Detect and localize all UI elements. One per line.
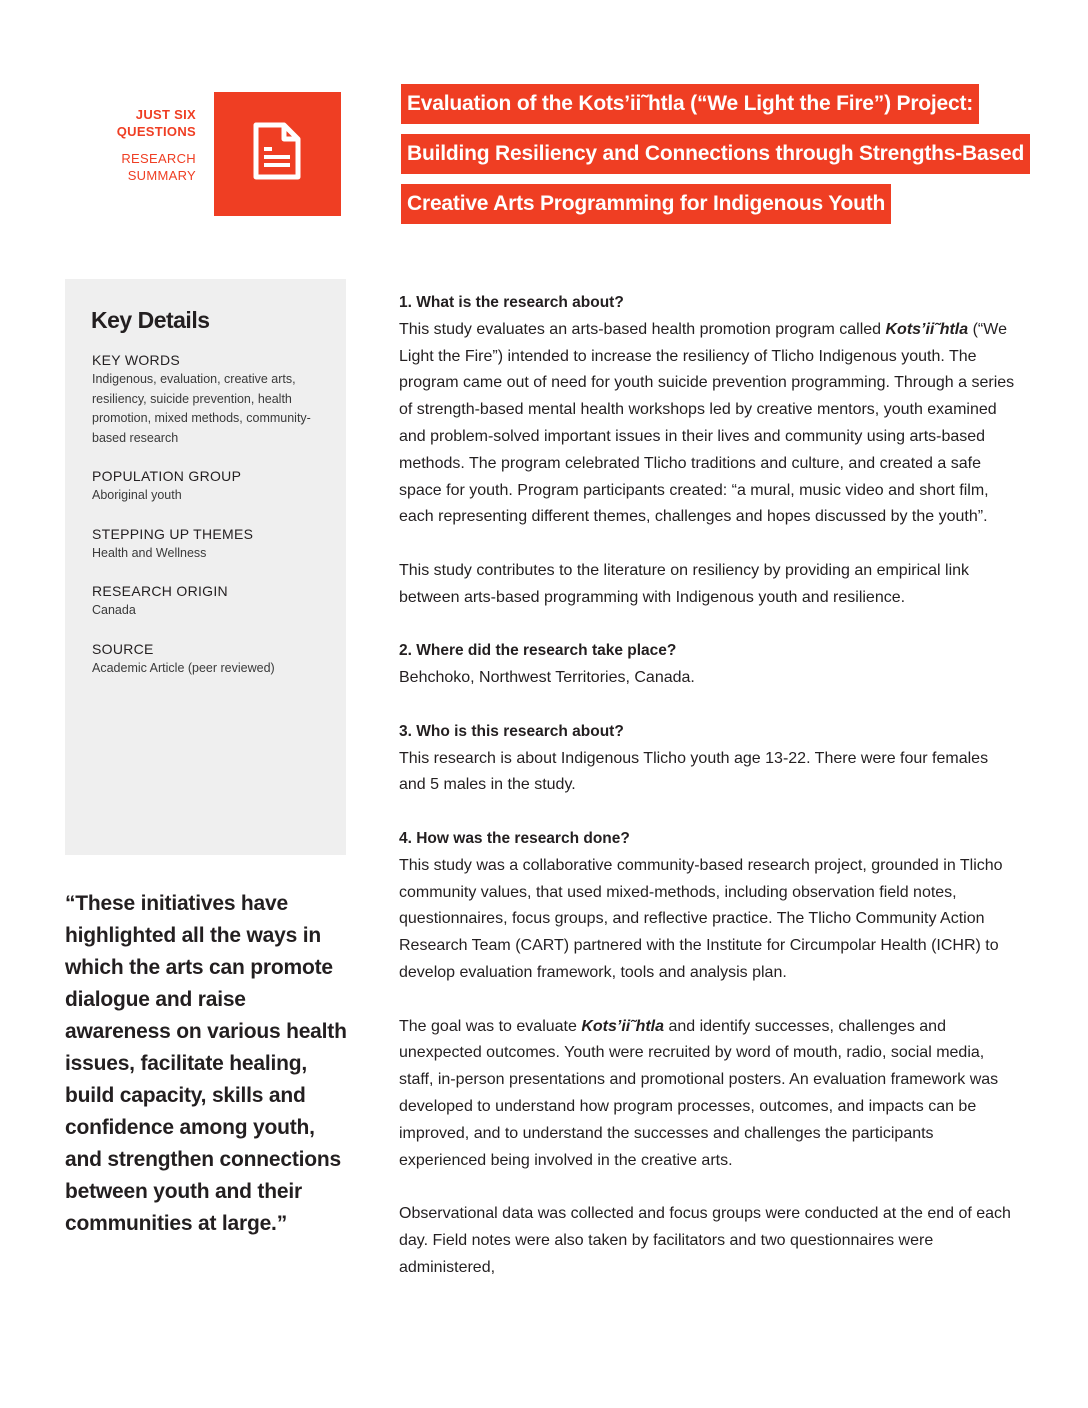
text-run: and identify successes, challenges and unexpected outcomes. Youth were recruited by word of mouth, radio, social media, staff, in-person presentations and promotional posters. An evaluation framework was developed to understand how program processes, outcomes, and impacts can be improved, and to understand the successes and challenges the participants experienced being involved in the creative arts. bbox=[399, 1017, 999, 1169]
text-run: (“We Light the Fire”) intended to increase the resiliency of Tlicho Indigenous youth. The program came out of need for youth suicide prevention programming. Through a series of strength-based mental health workshops led by creative mentors, youth examined and problem-solved important issues in their lives and community using arts-based methods. The program celebrated Tlicho traditions and culture, and created a safe space for youth. Program participants created: “a mural, music video and short film, each representing different themes, challenges and hopes discussed by the youth”. bbox=[399, 320, 1015, 526]
themes-value: Health and Wellness bbox=[92, 545, 207, 560]
population-group-label: POPULATION GROUP bbox=[92, 468, 242, 484]
key-words-label: KEY WORDS bbox=[92, 352, 181, 368]
question-1-heading: 1. What is the research about? bbox=[399, 294, 624, 311]
title-line-2: Building Resiliency and Connections through Strengths-Based bbox=[401, 134, 1030, 174]
question-4-paragraph-1: This study was a collaborative community-based research project, grounded in Tlicho community values, that used mixed-methods, including observation field notes, questionnaires, focus groups, and reflective practice. The Tlicho Community Action Research Team (CART) partnered with the Institute for Circumpolar Health (ICHR) to develop evaluation framework, tools and analysis plan. bbox=[399, 856, 1003, 981]
title-line-3: Creative Arts Programming for Indigenous Youth bbox=[401, 184, 891, 224]
themes-label: STEPPING UP THEMES bbox=[92, 525, 254, 542]
program-name: Kots’ii˜htla bbox=[581, 1017, 665, 1035]
document-title bbox=[401, 84, 1041, 234]
source-section bbox=[92, 639, 332, 679]
question-4-heading: 4. How was the research done? bbox=[399, 829, 630, 847]
document-badge bbox=[214, 92, 341, 216]
source-label: SOURCE bbox=[92, 640, 154, 657]
question-3-heading: 3. Who is this research about? bbox=[399, 722, 624, 740]
key-words-section bbox=[92, 350, 332, 448]
research-origin-section bbox=[92, 581, 332, 621]
title-line-1: Evaluation of the Kots’ii˜htla (“We Light the Fire”) Project: bbox=[401, 84, 979, 124]
brand-type-line2: SUMMARY bbox=[127, 168, 196, 183]
population-group-section bbox=[92, 466, 332, 506]
program-name: Kots’ii˜htla bbox=[885, 320, 969, 338]
brand-series-line2: QUESTIONS bbox=[116, 124, 196, 139]
brand-type-line1: RESEARCH bbox=[121, 151, 196, 166]
population-group-value: Aboriginal youth bbox=[92, 488, 182, 502]
document-icon bbox=[253, 122, 301, 180]
pull-quote: “These initiatives have highlighted all the ways in which the arts can promote dialogue and raise awareness on various health issues, facilitate healing, build capacity, skills and confidence among youth, and strengthen connections between youth and their communities at large.” bbox=[65, 892, 347, 1235]
text-run: This study evaluates an arts-based health promotion program called bbox=[399, 320, 886, 338]
question-2-paragraph: Behchoko, Northwest Territories, Canada. bbox=[399, 669, 695, 687]
question-2-heading: 2. Where did the research take place? bbox=[399, 642, 677, 660]
research-origin-label: RESEARCH ORIGIN bbox=[92, 583, 228, 599]
themes-section bbox=[92, 524, 332, 564]
key-details-panel bbox=[65, 279, 346, 855]
key-details-heading: Key Details bbox=[91, 307, 210, 333]
question-1-paragraph-1 bbox=[399, 317, 1019, 531]
source-value: Academic Article (peer reviewed) bbox=[92, 660, 275, 675]
question-1-paragraph-2: This study contributes to the literature on resiliency by providing an empirical link between arts-based programming with Indigenous youth and resilience. bbox=[399, 561, 970, 606]
question-3-paragraph: This research is about Indigenous Tlicho youth age 13-22. There were four females and 5 males in the study. bbox=[399, 749, 989, 794]
research-origin-value: Canada bbox=[92, 603, 136, 617]
question-4-paragraph-2 bbox=[399, 1014, 1019, 1175]
brand-label bbox=[96, 106, 196, 184]
brand-series-line1: JUST SIX bbox=[135, 107, 196, 122]
question-4-paragraph-3: Observational data was collected and focus groups were conducted at the end of each day. Field notes were also taken by facilitators and two questionnaires were administered, bbox=[399, 1205, 1011, 1276]
key-words-value: Indigenous, evaluation, creative arts, resiliency, suicide prevention, health promotion, mixed methods, community-based research bbox=[92, 372, 311, 445]
main-content bbox=[399, 290, 1019, 1281]
text-run: The goal was to evaluate bbox=[399, 1017, 582, 1035]
